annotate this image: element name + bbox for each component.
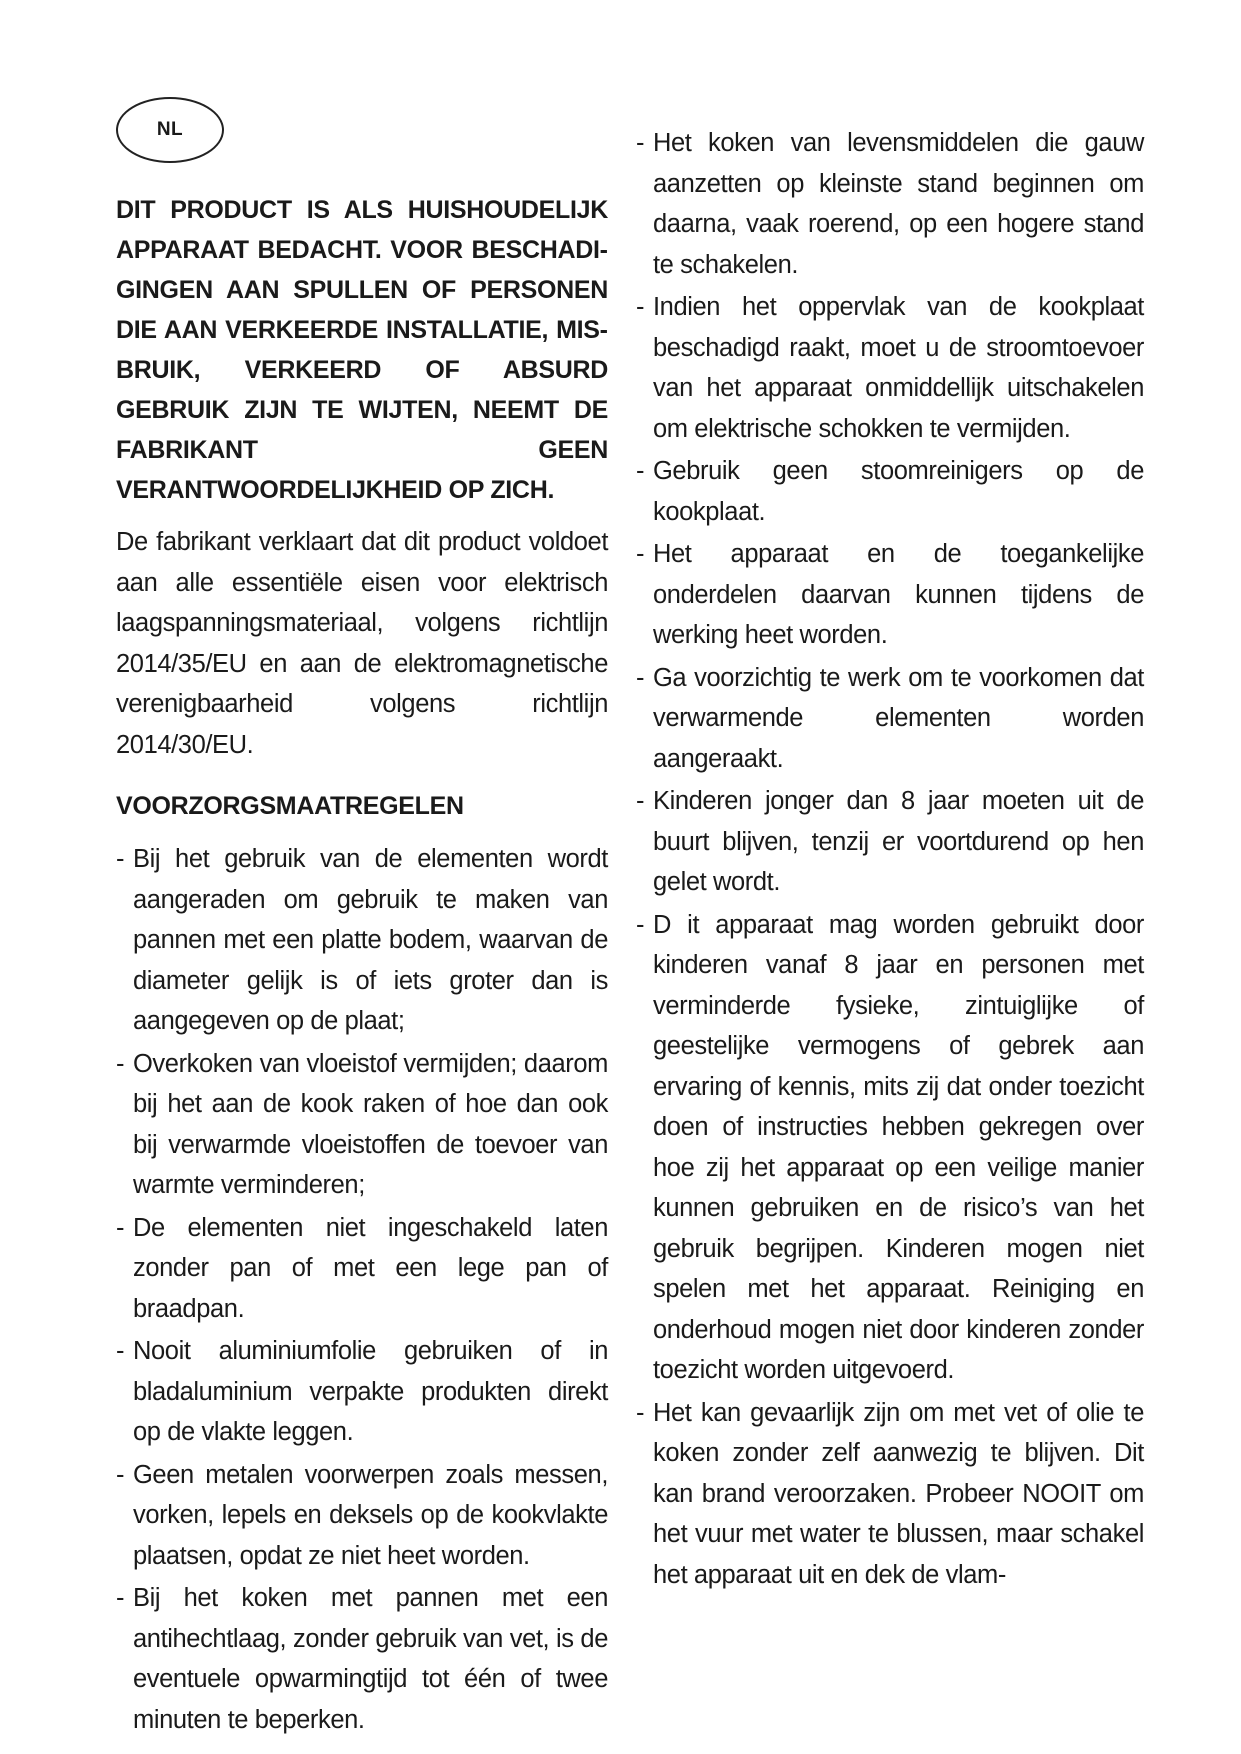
liability-warning: DIT PRODUCT IS ALS HUISHOUDELIJK APPARAAT BEDACHT. VOOR BESCHADIGINGEN AAN SPULLEN OF PERSONEN DIE AAN VERKEERDE INSTALLATIE, MISBRUIK, VERKEERD OF ABSURD GEBRUIK ZIJN TE WIJTEN, NEEMT DE FABRIKANT GEEN VERANTWOORDELIJKHEID OP ZICH. (116, 196, 608, 504)
right-column (636, 123, 1144, 1597)
list-item: - D it apparaat mag worden gebruikt door kinderen vanaf 8 jaar en personen met verminderde fysieke, zintuiglijke of geestelijke vermogens of gebrek aan ervaring of kennis, mits zij dat onder toezicht doen of instructies hebben gekregen over hoe zij het apparaat op een veilige manier kunnen gebruiken en de risico’s van het gebruik begrijpen. Kinderen mogen niet spelen met het apparaat. Reiniging en onderhoud mogen niet door kinderen zonder toezicht worden uitgevoerd. (636, 905, 1144, 1391)
list-item: - Ga voorzichtig te werk om te voorkomen dat verwarmende elementen worden aangeraakt. (636, 658, 1144, 780)
dash-bullet: - (636, 787, 645, 815)
dash-bullet: - (636, 129, 645, 157)
list-item: - Overkoken van vloeistof vermijden; daarom bij het aan de kook raken of hoe dan ook bij verwarmde vloeistoffen de toevoer van warmte verminderen; (116, 1044, 608, 1206)
dash-bullet: - (636, 293, 645, 321)
dash-bullet: - (636, 540, 645, 568)
list-item: - Nooit aluminiumfolie gebruiken of in bladaluminium verpakte produkten direkt op de vlakte leggen. (116, 1331, 608, 1453)
dash-bullet: - (116, 845, 125, 873)
list-item: - Het apparaat en de toegankelijke onderdelen daarvan kunnen tijdens de werking heet worden. (636, 534, 1144, 656)
dash-bullet: - (116, 1213, 125, 1242)
precautions-list-right (636, 123, 1144, 1595)
list-item: - Kinderen jonger dan 8 jaar moeten uit de buurt blijven, tenzij er voortdurend op hen gelet wordt. (636, 781, 1144, 903)
conformity-declaration: De fabrikant verklaart dat dit product voldoet aan alle essentiële eisen voor elektrisch laagspanningsmateriaal, volgens richtlijn 2014/35/EU en aan de elektromagnetische verenigbaarheid volgens richtlijn 2014/30/EU. (116, 528, 608, 759)
section-heading-precautions: VOORZORGSMAATREGELEN (116, 792, 464, 820)
dash-bullet: - (116, 1460, 125, 1489)
list-item: - Het kan gevaarlijk zijn om met vet of olie te koken zonder zelf aanwezig te blijven. Dit kan brand veroorzaken. Probeer NOOIT om het vuur met water te blussen, maar schakel het apparaat uit en dek de vlam- (636, 1393, 1144, 1596)
list-item: - Gebruik geen stoomreinigers op de kookplaat. (636, 451, 1144, 532)
language-badge: NL (116, 97, 224, 163)
list-item: - Het koken van levensmiddelen die gauw aanzetten op kleinste stand beginnen om daarna, vaak roerend, op een hogere stand te schakelen. (636, 123, 1144, 285)
dash-bullet: - (116, 1337, 125, 1365)
list-item: - De elementen niet ingeschakeld laten zonder pan of met een lege pan of braadpan. (116, 1208, 608, 1330)
dash-bullet: - (636, 1398, 645, 1427)
dash-bullet: - (636, 910, 645, 939)
list-item: - Bij het koken met pannen met een antihechtlaag, zonder gebruik van vet, is de eventuele opwarmingtijd tot één of twee minuten te beperken. (116, 1578, 608, 1740)
list-item: - Indien het oppervlak van de kookplaat beschadigd raakt, moet u de stroomtoevoer van het apparaat onmiddellijk uitschakelen om elektrische schokken te vermijden. (636, 287, 1144, 449)
dash-bullet: - (636, 663, 645, 692)
dash-bullet: - (116, 1049, 125, 1078)
left-column (116, 190, 608, 1742)
dash-bullet: - (116, 1584, 125, 1612)
precautions-list-left (116, 839, 608, 1740)
list-item: - Geen metalen voorwerpen zoals messen, vorken, lepels en deksels op de kookvlakte plaatsen, opdat ze niet heet worden. (116, 1455, 608, 1577)
list-item: - Bij het gebruik van de elementen wordt aangeraden om gebruik te maken van pannen met een platte bodem, waarvan de diameter gelijk is of iets groter dan is aangegeven op de plaat; (116, 839, 608, 1042)
dash-bullet: - (636, 457, 645, 485)
